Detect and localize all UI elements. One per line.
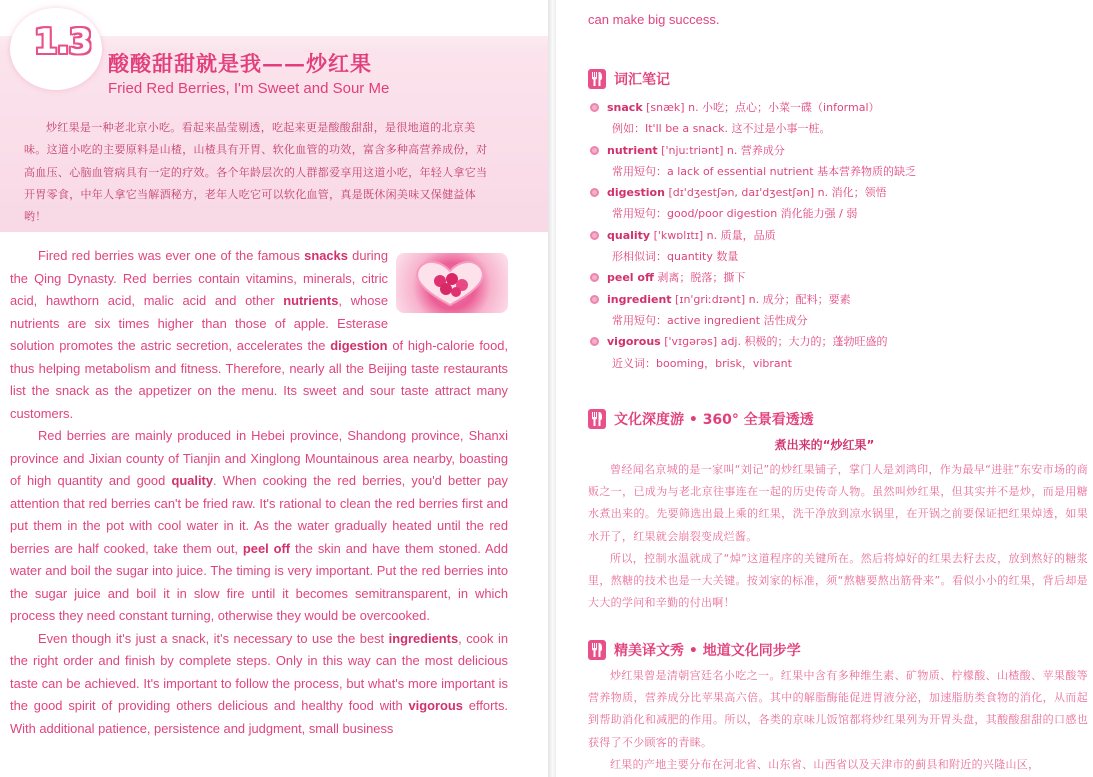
title-chinese: 酸酸甜甜就是我——炒红果 (108, 51, 372, 76)
article-body (10, 245, 508, 740)
vocab-example: 常用短句：a lack of essential nutrient 基本营养物质的缺乏 (612, 164, 917, 178)
intro-paragraph: 炒红果是一种老北京小吃。看起来晶莹剔透，吃起来更是酸酸甜甜，是很地道的北京美味。这道小吃的主要原料是山楂，山楂具有开胃、软化血管的功效，富含多种高营养成份，对高血压、心脑血管病具有一定的疗效。各个年龄层次的人群都爱享用这道小吃，年轻人拿它当开胃零食，中年人拿它当解酒秘方，老年人吃它可以软化血管，真是既休闲美味又保健益体哟！ (24, 121, 488, 224)
keyword-peel-off: peel off (242, 540, 291, 556)
right-page (556, 0, 1093, 777)
keyword-snacks: snacks (304, 248, 348, 263)
vocab-section-header (588, 68, 670, 90)
bullet-icon (590, 103, 599, 112)
vocab-item: snack [snæk] n. 小吃；点心；小菜一碟（informal） (590, 97, 1080, 118)
fork-knife-icon (588, 640, 606, 660)
vocab-item: quality ['kwɒlɪtɪ] n. 质量，品质 (590, 225, 1080, 246)
translation-section-title: 精美译文秀 • 地道文化同步学 (614, 643, 801, 659)
bullet-icon (590, 231, 599, 240)
paragraph-3: Even though it's just a snack, it's necessary to use the best ingredients, cook in the right order and finish by complete steps. Only in this way can the most delicious taste can be achieved. It's important to follow the process, but what's more important is the good spirit of providing others delicious and healthy food with vigorous efforts. With additional patience, persistence and judgment, small business (10, 630, 508, 736)
book-gutter (548, 0, 556, 777)
culture-section-header (588, 408, 814, 430)
vocab-list (590, 97, 1080, 374)
vocab-section-title: 词汇笔记 (614, 72, 670, 88)
bullet-icon (590, 188, 599, 197)
culture-paragraph-1: 曾经闻名京城的是一家叫“刘记”的炒红果铺子，掌门人是刘鸿印，作为最早“进驻”东安市场的商贩之一，已成为与老北京往事连在一起的历史传奇人物。虽然叫炒红果，但其实并不是炒，而是用糖水煮出来的。先要筛选出最上乘的红果，洗干净放到凉水锅里，在开锅之前要保证把红果焯透，如果水开了，红果就会崩裂变成烂酱。 (588, 463, 1088, 543)
title-english: Fried Red Berries, I'm Sweet and Sour Me (108, 80, 390, 97)
fork-knife-icon (588, 69, 606, 89)
section-badge (10, 8, 102, 90)
bullet-icon (590, 295, 599, 304)
vocab-example: 常用短句：good/poor digestion 消化能力强 / 弱 (612, 207, 858, 221)
vocab-item: peel off 剥离；脱落；撕下 (590, 267, 1080, 288)
translation-paragraph-2: 红果的产地主要分布在河北省、山东省、山西省以及天津市的蓟县和附近的兴隆山区， (610, 758, 1040, 771)
translation-paragraph-1: 炒红果曾是清朝宫廷名小吃之一。红果中含有多种维生素、矿物质、柠檬酸、山楂酸、苹果酸等营养物质，营养成分比苹果高六倍。其中的解脂酶能促进胃液分泌，加速脂肪类食物的消化，从而起到帮助消化和减肥的作用。所以，各类的京味儿饭馆都将炒红果列为开胃头盘，其酸酸甜甜的口感也获得了不少顾客的青睐。 (588, 669, 1088, 749)
vocab-example: 例如：It'll be a snack. 这不过是小事一桩。 (612, 122, 831, 136)
keyword-nutrients: nutrients (283, 293, 339, 308)
vocab-example: 近义词：booming，brisk，vibrant (612, 356, 792, 370)
translation-section-header (588, 639, 801, 661)
heart-bowl-icon (410, 259, 490, 307)
keyword-vigorous: vigorous (408, 698, 463, 713)
section-number: 1.3 (34, 22, 92, 62)
culture-paragraph-2: 所以，控制水温就成了“焯”这道程序的关键所在。然后将焯好的红果去籽去皮，放到熬好的糖浆里，熬糖的技术也是一大关键。按刘家的标准，须“熬糖要熬出筋骨来”。看似小小的红果，背后却是大大的学问和辛勤的付出啊！ (588, 552, 1088, 610)
vocab-example: 形相似词：quantity 数量 (612, 250, 739, 264)
keyword-ingredients: ingredients (388, 630, 459, 646)
continued-line: can make big success. (588, 12, 720, 27)
bullet-icon (590, 146, 599, 155)
keyword-quality: quality (171, 473, 213, 488)
vocab-item: nutrient ['njuːtriənt] n. 营养成分 (590, 140, 1080, 161)
paragraph-2: Red berries are mainly produced in Hebei province, Shandong province, Shanxi province and Jixian county of Tianjin and Xinglong Mountainous area nearby, boasting of high quantity and good quality. When cooking the red berries, you'd better pay attention that red berries can't be fried raw. It's rational to clean the red berries first and put them in the pot with cool water in it. As the water gradually heated until the red berries are half cooked, take them out, peel off the skin and have them stoned. Add water and boil the sugar into juice. The timing is very important. Put the red berries into the sugar juice and boil it in slow fire until it becomes semitransparent, in which process they need constant turning, otherwise they would be overcooked. (10, 428, 508, 623)
keyword-digestion: digestion (330, 338, 388, 353)
bullet-icon (590, 337, 599, 346)
culture-subtitle: 煮出来的“炒红果” (774, 438, 875, 452)
vocab-item: digestion [dɪ'dʒestʃən, daɪ'dʒestʃən] n. 消化；领悟 (590, 182, 1080, 203)
vocab-item: ingredient [ɪn'griːdɪənt] n. 成分；配料；要素 (590, 289, 1080, 310)
bullet-icon (590, 273, 599, 282)
culture-section-title: 文化深度游 • 360° 全景看透透 (614, 412, 814, 428)
red-berries-photo (396, 253, 508, 313)
paragraph-1: Fired red berries was ever one of the famous snacks during the Qing Dynasty. Red berries contain vitamins, minerals, citric acid, hawthorn acid, malic acid and other nutrients, whose nutrients are six times higher than those of apple. Esterase solution promotes the astric secretion, accelerates the digestion of high-calorie food, thus helping metabolism and fitness. Therefore, nearly all the Beijing taste restaurants list the snack as the appetizer on the menu. Its sweet and sour taste attract many customers. (10, 248, 508, 421)
vocab-item: vigorous ['vɪɡərəs] adj. 积极的；大力的；蓬勃旺盛的 (590, 331, 1080, 352)
vocab-example: 常用短句：active ingredient 活性成分 (612, 313, 808, 327)
fork-knife-icon (588, 409, 606, 429)
